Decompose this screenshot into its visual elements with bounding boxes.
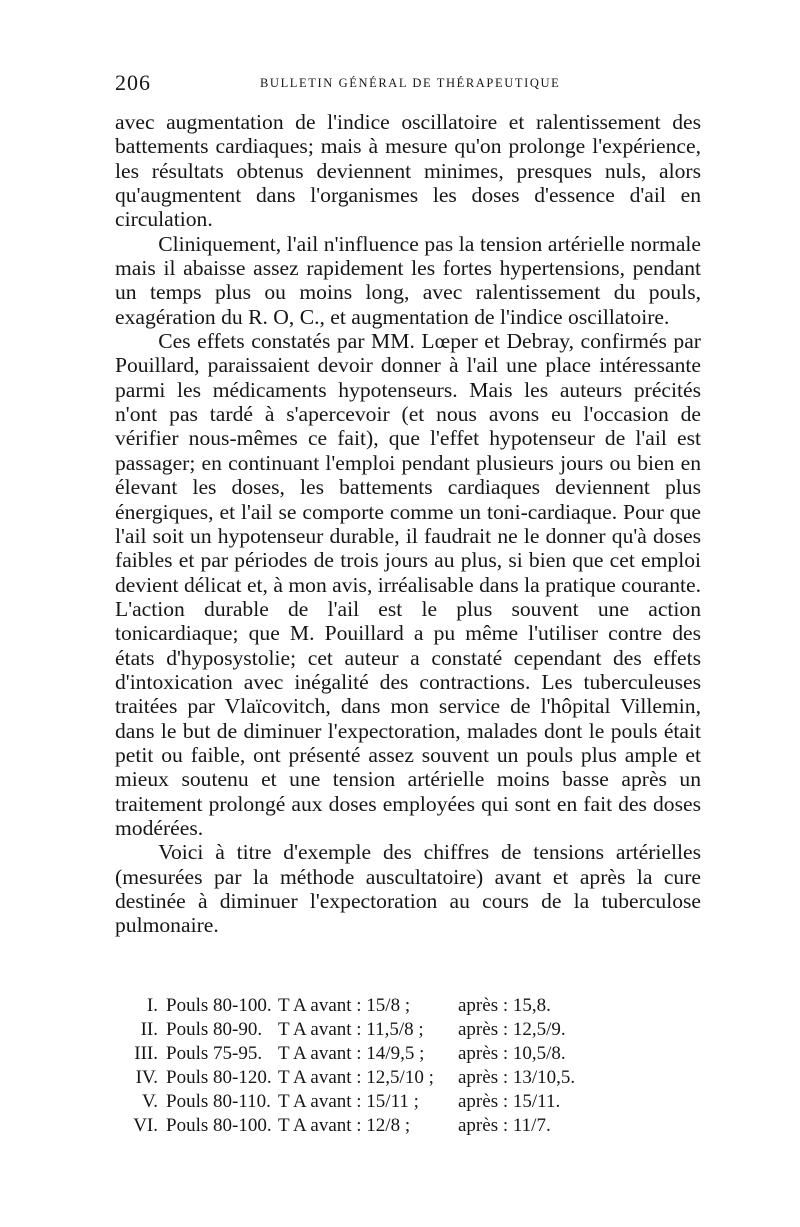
page-number: 206 — [115, 70, 151, 95]
blood-pressure-list — [120, 995, 640, 1139]
list-item — [120, 1091, 640, 1115]
list-item — [120, 1043, 640, 1067]
tension-before: T A avant : 14/9,5 ; — [278, 1043, 425, 1064]
pulse-value: Pouls 75-95. — [166, 1043, 263, 1064]
body-text — [115, 110, 701, 938]
case-number: VI. — [133, 1115, 158, 1136]
running-title: BULLETIN GÉNÉRAL DE THÉRAPEUTIQUE — [260, 76, 561, 90]
pulse-value: Pouls 80-90. — [166, 1019, 263, 1040]
paragraph: Voici à titre d'exemple des chiffres de tensions artérielles (mesurées par la méthode auscultatoire) avant et après la cure destinée à diminuer l'expectoration au cours de la tuberculose pulmonaire. — [115, 840, 701, 938]
case-number: IV. — [135, 1067, 158, 1088]
list-item — [120, 995, 640, 1019]
tension-after: après : 15/11. — [458, 1091, 561, 1112]
case-number: I. — [146, 995, 158, 1016]
pulse-value: Pouls 80-100. — [166, 995, 272, 1016]
tension-after: après : 10,5/8. — [458, 1043, 566, 1064]
tension-after: après : 15,8. — [458, 995, 551, 1016]
case-number: III. — [134, 1043, 158, 1064]
tension-after: après : 13/10,5. — [458, 1067, 576, 1088]
pulse-value: Pouls 80-110. — [166, 1091, 271, 1112]
list-item — [120, 1115, 640, 1139]
tension-before: T A avant : 15/11 ; — [278, 1091, 419, 1112]
pulse-value: Pouls 80-100. — [166, 1115, 272, 1136]
tension-before: T A avant : 11,5/8 ; — [278, 1019, 424, 1040]
case-number: V. — [141, 1091, 158, 1112]
page-header — [115, 70, 701, 94]
list-item — [120, 1067, 640, 1091]
paragraph: avec augmentation de l'indice oscillatoire et ralentissement des battements cardiaques; mais à mesure qu'on prolonge l'expérience, les résultats obtenus deviennent minimes, presques nuls, alors qu'augmentent dans l'organismes les doses d'essence d'ail en circulation. — [115, 110, 701, 232]
paragraph: Cliniquement, l'ail n'influence pas la tension artérielle normale mais il abaisse assez rapidement les fortes hypertensions, pendant un temps plus ou moins long, avec ralentissement du pouls, exagération du R. O, C., et augmentation de l'indice oscillatoire. — [115, 231, 701, 329]
tension-after: après : 12,5/9. — [458, 1019, 566, 1040]
pulse-value: Pouls 80-120. — [166, 1067, 272, 1088]
list-item — [120, 1019, 640, 1043]
tension-before: T A avant : 12/8 ; — [278, 1115, 411, 1136]
case-number: II. — [140, 1019, 158, 1040]
tension-after: après : 11/7. — [458, 1115, 551, 1136]
tension-before: T A avant : 12,5/10 ; — [278, 1067, 434, 1088]
tension-before: T A avant : 15/8 ; — [278, 995, 411, 1016]
paragraph: Ces effets constatés par MM. Lœper et Debray, confirmés par Pouillard, paraissaient devoir donner à l'ail une place intéressante parmi les médicaments hypotenseurs. Mais les auteurs précités n'ont pas tardé à s'apercevoir (et nous avons eu l'occasion de vérifier nous-mêmes ce fait), que l'effet hypotenseur de l'ail est passager; en continuant l'emploi pendant plusieurs jours ou bien en élevant les doses, les battements cardiaques deviennent plus énergiques, et l'ail se comporte comme un toni-cardiaque. Pour que l'ail soit un hypotenseur durable, il faudrait ne le donner qu'à doses faibles et par périodes de trois jours au plus, si bien que cet emploi devient délicat et, à mon avis, irréalisable dans la pratique courante. L'action durable de l'ail est le plus souvent une action tonicardiaque; que M. Pouillard a pu même l'utiliser contre des états d'hyposystolie; cet auteur a constaté cependant des effets d'intoxication avec inégalité des contractions. Les tuberculeuses traitées par Vlaïcovitch, dans mon service de l'hôpital Villemin, dans le but de diminuer l'expectoration, malades dont le pouls était petit ou faible, ont présenté assez souvent un pouls plus ample et mieux soutenu et une tension artérielle moins basse après un traitement prolongé aux doses employées qui sont en fait des doses modérées. — [115, 329, 701, 840]
